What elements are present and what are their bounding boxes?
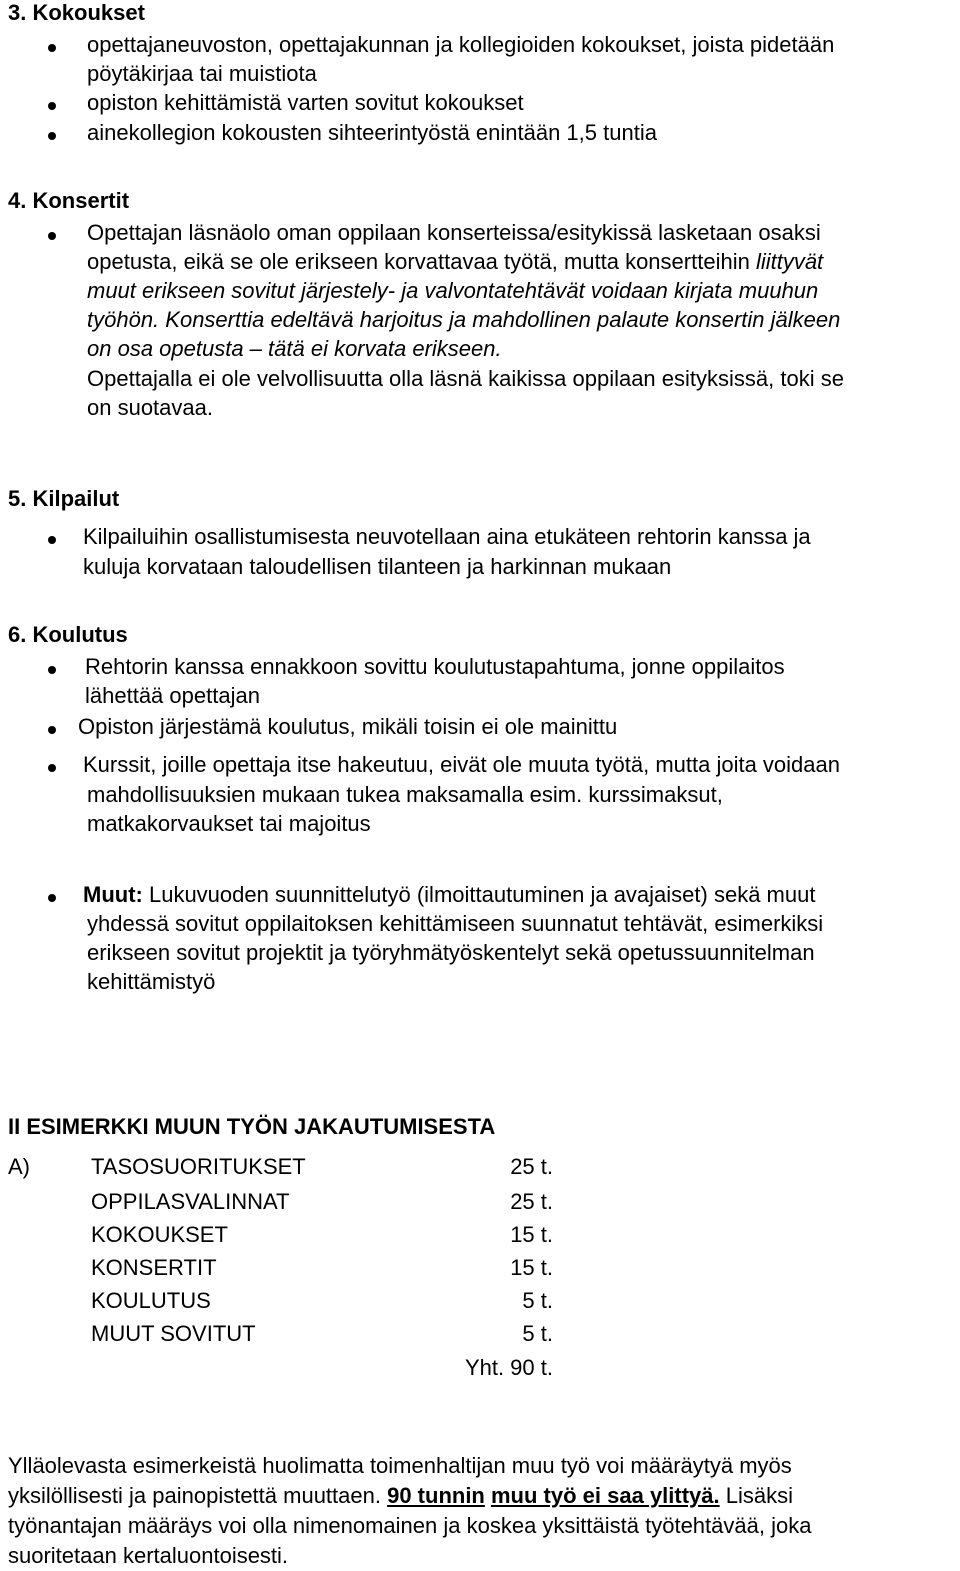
sec4-line-6: Opettajalla ei ole velvollisuutta olla läsnä kaikissa oppilaan esityksissä, toki se: [87, 366, 844, 391]
sec6-a-line-2: lähettää opettajan: [85, 683, 260, 708]
sec6-d-line-4: kehittämistyö: [87, 969, 216, 994]
example-row-hours: 25 t.: [510, 1154, 553, 1179]
footer-line-3: työnantajan määräys voi olla nimenomainen ja koskea yksittäistä työtehtävää, joka: [8, 1513, 812, 1538]
sec6-d-line-1: Muut: Lukuvuoden suunnittelutyö (ilmoittautuminen ja avajaiset) sekä muut: [83, 882, 816, 907]
sec3-item-2: opiston kehittämistä varten sovitut kokoukset: [87, 90, 524, 115]
footer-line-2: yksilöllisesti ja painopistettä muuttaen. 90 tunnin muu työ ei saa ylittyä. Lisäksi: [8, 1483, 793, 1508]
sec4-line-2: opetusta, eikä se ole erikseen korvattavaa työtä, mutta konsertteihin liittyvät: [87, 249, 824, 274]
bullet-icon: [48, 536, 56, 544]
example-label: A): [8, 1154, 30, 1179]
sec6-d-line-2: yhdessä sovitut oppilaitoksen kehittämiseen suunnatut tehtävät, esimerkiksi: [87, 911, 824, 936]
footer-line-1: Ylläolevasta esimerkeistä huolimatta toimenhaltijan muu työ voi määräytyä myös: [8, 1453, 792, 1478]
example-total: Yht. 90 t.: [464, 1355, 553, 1380]
section-4-heading: 4. Konsertit: [8, 188, 130, 213]
example-row-name: MUUT SOVITUT: [91, 1321, 256, 1346]
sec4-line-7: on suotavaa.: [87, 395, 213, 420]
example-heading: II ESIMERKKI MUUN TYÖN JAKAUTUMISESTA: [8, 1114, 496, 1139]
sec3-item-1-line-2: pöytäkirjaa tai muistiota: [87, 61, 317, 86]
example-row-hours: 5 t.: [522, 1321, 553, 1346]
section-5-heading: 5. Kilpailut: [8, 486, 120, 511]
example-row-name: KOKOUKSET: [91, 1222, 228, 1247]
example-row-name: KONSERTIT: [91, 1255, 217, 1280]
example-row-name: TASOSUORITUKSET: [91, 1154, 306, 1179]
sec5-line-2: kuluja korvataan taloudellisen tilanteen ja harkinnan mukaan: [83, 554, 672, 579]
sec4-line-3: muut erikseen sovitut järjestely- ja valvontatehtävät voidaan kirjata muuhun: [87, 278, 819, 303]
bullet-icon: [48, 132, 56, 140]
bullet-icon: [48, 44, 56, 52]
example-row-name: KOULUTUS: [91, 1288, 211, 1313]
sec5-line-1: Kilpailuihin osallistumisesta neuvotellaan aina etukäteen rehtorin kanssa ja: [83, 524, 811, 549]
sec3-item-1-line-1: opettajaneuvoston, opettajakunnan ja kollegioiden kokoukset, joista pidetään: [87, 32, 835, 57]
example-row-hours: 15 t.: [510, 1255, 553, 1280]
section-3-heading: 3. Kokoukset: [8, 0, 145, 25]
example-row-hours: 15 t.: [510, 1222, 553, 1247]
sec4-line-5: on osa opetusta – tätä ei korvata erikseen.: [87, 336, 502, 361]
bullet-icon: [48, 894, 56, 902]
sec6-a-line-1: Rehtorin kanssa ennakkoon sovittu koulutustapahtuma, jonne oppilaitos: [85, 654, 785, 679]
sec4-line-4: työhön. Konserttia edeltävä harjoitus ja mahdollinen palaute konsertin jälkeen: [87, 307, 841, 332]
bullet-icon: [48, 232, 56, 240]
bullet-icon: [48, 666, 56, 674]
example-row-hours: 5 t.: [522, 1288, 553, 1313]
bullet-icon: [48, 726, 56, 734]
footer-line-4: suoritetaan kertaluontoisesti.: [8, 1543, 289, 1568]
section-6-heading: 6. Koulutus: [8, 622, 128, 647]
sec6-b-line-1: Opiston järjestämä koulutus, mikäli toisin ei ole mainittu: [78, 714, 618, 739]
sec4-line-1: Opettajan läsnäolo oman oppilaan konserteissa/esitykissä lasketaan osaksi: [87, 220, 821, 245]
sec6-c-line-3: matkakorvaukset tai majoitus: [87, 811, 371, 836]
sec6-c-line-1: Kurssit, joille opettaja itse hakeutuu, eivät ole muuta työtä, mutta joita voidaan: [83, 752, 840, 777]
bullet-icon: [48, 764, 56, 772]
example-row-hours: 25 t.: [510, 1189, 553, 1214]
sec6-d-line-3: erikseen sovitut projektit ja työryhmätyöskentelyt sekä opetussuunnitelman: [87, 940, 815, 965]
bullet-icon: [48, 102, 56, 110]
sec3-item-3: ainekollegion kokousten sihteerintyöstä enintään 1,5 tuntia: [87, 120, 657, 145]
sec6-c-line-2: mahdollisuuksien mukaan tukea maksamalla esim. kurssimaksut,: [87, 782, 723, 807]
example-row-name: OPPILASVALINNAT: [91, 1189, 290, 1214]
